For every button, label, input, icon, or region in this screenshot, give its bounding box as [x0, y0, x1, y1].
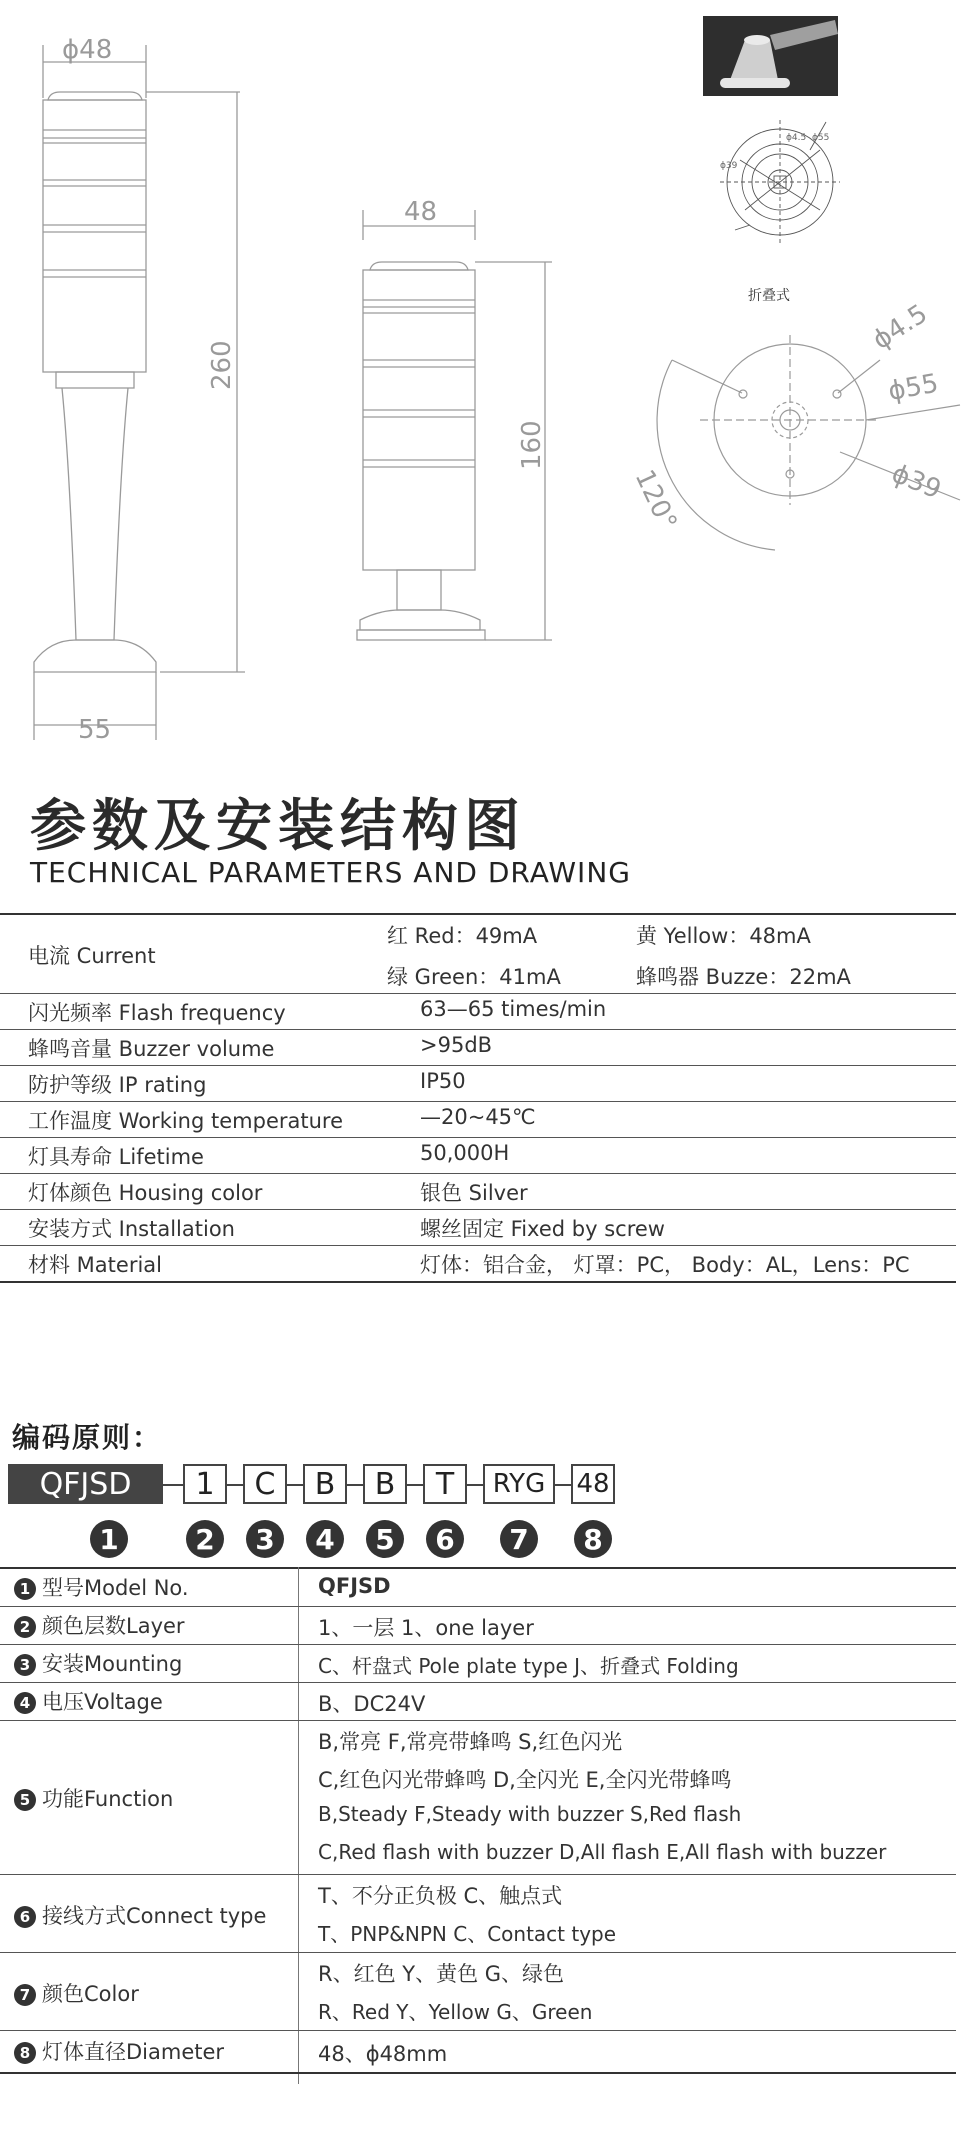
- voltage-label: 电压Voltage: [42, 1690, 163, 1714]
- diameter-label: 灯体直径Diameter: [42, 2040, 225, 2064]
- dim-left-base: 55: [78, 715, 112, 745]
- code-number-circle: 5: [366, 1520, 404, 1558]
- current-yellow: 黄 Yellow：48mA: [636, 924, 811, 948]
- param-value: >95dB: [420, 1033, 493, 1057]
- folding-bracket-photo: [703, 16, 838, 96]
- coding-rule-label: 编码原则：: [12, 1421, 163, 1454]
- code-box-diameter: 48: [571, 1464, 615, 1504]
- mount-plate-diagram: [657, 335, 960, 550]
- row-number-circle: 6: [14, 1906, 36, 1928]
- code-box-mounting: C: [243, 1464, 287, 1504]
- color-label: 颜色Color: [42, 1982, 139, 2006]
- connect-line: T、PNP&NPN C、Contact type: [318, 1922, 617, 1946]
- connect-label: 接线方式Connect type: [42, 1904, 267, 1928]
- dim-mid-width: 48: [404, 197, 438, 227]
- code-box-layer: 1: [183, 1464, 227, 1504]
- dim-inner: ϕ39: [887, 458, 946, 506]
- code-box-model: QFJSD: [8, 1464, 163, 1504]
- folding-label: 折叠式: [748, 288, 790, 304]
- code-number-circle: 2: [186, 1520, 224, 1558]
- code-number-circle: 3: [246, 1520, 284, 1558]
- color-line: R、红色 Y、黄色 G、绿色: [318, 1962, 565, 1986]
- row-number-circle: 3: [14, 1654, 36, 1676]
- function-line: B,常亮 F,常亮带蜂鸣 S,红色闪光: [318, 1730, 623, 1754]
- function-line: B,Steady F,Steady with buzzer S,Red flash: [318, 1802, 742, 1826]
- current-green: 绿 Green：41mA: [387, 965, 561, 989]
- code-number-circle: 6: [426, 1520, 464, 1558]
- layer-label: 颜色层数Layer: [42, 1614, 185, 1638]
- code-number-circle: 4: [306, 1520, 344, 1558]
- svg-text:ϕ55: ϕ55: [812, 133, 830, 143]
- param-value: IP50: [420, 1069, 466, 1093]
- param-value: 50,000H: [420, 1141, 510, 1165]
- function-line: C,红色闪光带蜂鸣 D,全闪光 E,全闪光带蜂鸣: [318, 1768, 732, 1792]
- param-label: 灯体颜色 Housing color: [28, 1181, 263, 1205]
- model-value: QFJSD: [318, 1574, 391, 1598]
- current-red: 红 Red：49mA: [387, 924, 538, 948]
- row-number-circle: 1: [14, 1578, 36, 1600]
- code-box-connect: T: [423, 1464, 467, 1504]
- code-row-layer: [14, 1610, 185, 1640]
- code-row-color: [14, 1978, 139, 2008]
- code-number-circle: 1: [90, 1520, 128, 1558]
- function-label: 功能Function: [42, 1787, 174, 1811]
- param-label: 安装方式 Installation: [28, 1217, 235, 1241]
- row-number-circle: 2: [14, 1616, 36, 1638]
- param-value: 63—65 times/min: [420, 997, 607, 1021]
- code-row-diameter: [14, 2036, 224, 2066]
- code-row-voltage: [14, 1686, 163, 1716]
- current-buzzer: 蜂鸣器 Buzze：22mA: [636, 965, 851, 989]
- param-label: 材料 Material: [28, 1253, 162, 1277]
- color-line: R、Red Y、Yellow G、Green: [318, 2000, 593, 2024]
- function-line: C,Red flash with buzzer D,All flash E,All flash with buzzer: [318, 1840, 887, 1864]
- svg-text:ϕ4.5: ϕ4.5: [786, 133, 807, 143]
- row-number-circle: 5: [14, 1789, 36, 1811]
- voltage-value: B、DC24V: [318, 1692, 426, 1716]
- code-box-voltage: B: [303, 1464, 347, 1504]
- code-number-circle: 7: [500, 1520, 538, 1558]
- dim-angle: 120°: [628, 465, 683, 535]
- param-value: —20~45℃: [420, 1105, 536, 1129]
- param-value: 灯体：铝合金， 灯罩：PC， Body：AL，Lens：PC: [420, 1253, 910, 1277]
- section-title-cn: 参数及安装结构图: [30, 794, 526, 859]
- dim-hole: ϕ4.5: [867, 298, 933, 356]
- dim-left-diameter: ϕ48: [62, 35, 113, 65]
- pole-tower-drawing: [34, 45, 245, 740]
- row-number-circle: 4: [14, 1692, 36, 1714]
- row-number-circle: 7: [14, 1984, 36, 2006]
- param-label: 工作温度 Working temperature: [28, 1109, 343, 1133]
- param-value: 螺丝固定 Fixed by screw: [420, 1217, 665, 1241]
- connect-line: T、不分正负极 C、触点式: [318, 1884, 563, 1908]
- code-box-color: RYG: [483, 1464, 555, 1504]
- dim-mid-height: 160: [517, 420, 547, 470]
- param-value: 银色 Silver: [420, 1181, 528, 1205]
- diameter-value: 48、ϕ48mm: [318, 2042, 448, 2066]
- code-row-model: [14, 1572, 189, 1602]
- param-label: 灯具寿命 Lifetime: [28, 1145, 204, 1169]
- model-label: 型号Model No.: [42, 1576, 189, 1600]
- code-number-circle: 8: [574, 1520, 612, 1558]
- code-box-function: B: [363, 1464, 407, 1504]
- dim-left-height: 260: [207, 340, 237, 390]
- code-row-connect: [14, 1900, 266, 1930]
- param-label: 防护等级 IP rating: [28, 1073, 207, 1097]
- param-label: 蜂鸣音量 Buzzer volume: [28, 1037, 275, 1061]
- mounting-value: C、杆盘式 Pole plate type J、折叠式 Folding: [318, 1654, 739, 1678]
- layer-value: 1、一层 1、one layer: [318, 1616, 534, 1640]
- technical-drawing: [0, 0, 980, 750]
- code-row-mounting: [14, 1648, 182, 1678]
- code-row-function: [14, 1783, 173, 1813]
- mounting-label: 安装Mounting: [42, 1652, 183, 1676]
- section-title-en: TECHNICAL PARAMETERS AND DRAWING: [30, 856, 631, 889]
- current-label: 电流 Current: [28, 944, 156, 968]
- svg-text:ϕ39: ϕ39: [720, 161, 738, 171]
- param-label: 闪光频率 Flash frequency: [28, 1001, 286, 1025]
- dim-outer: ϕ55: [886, 368, 941, 407]
- row-number-circle: 8: [14, 2042, 36, 2064]
